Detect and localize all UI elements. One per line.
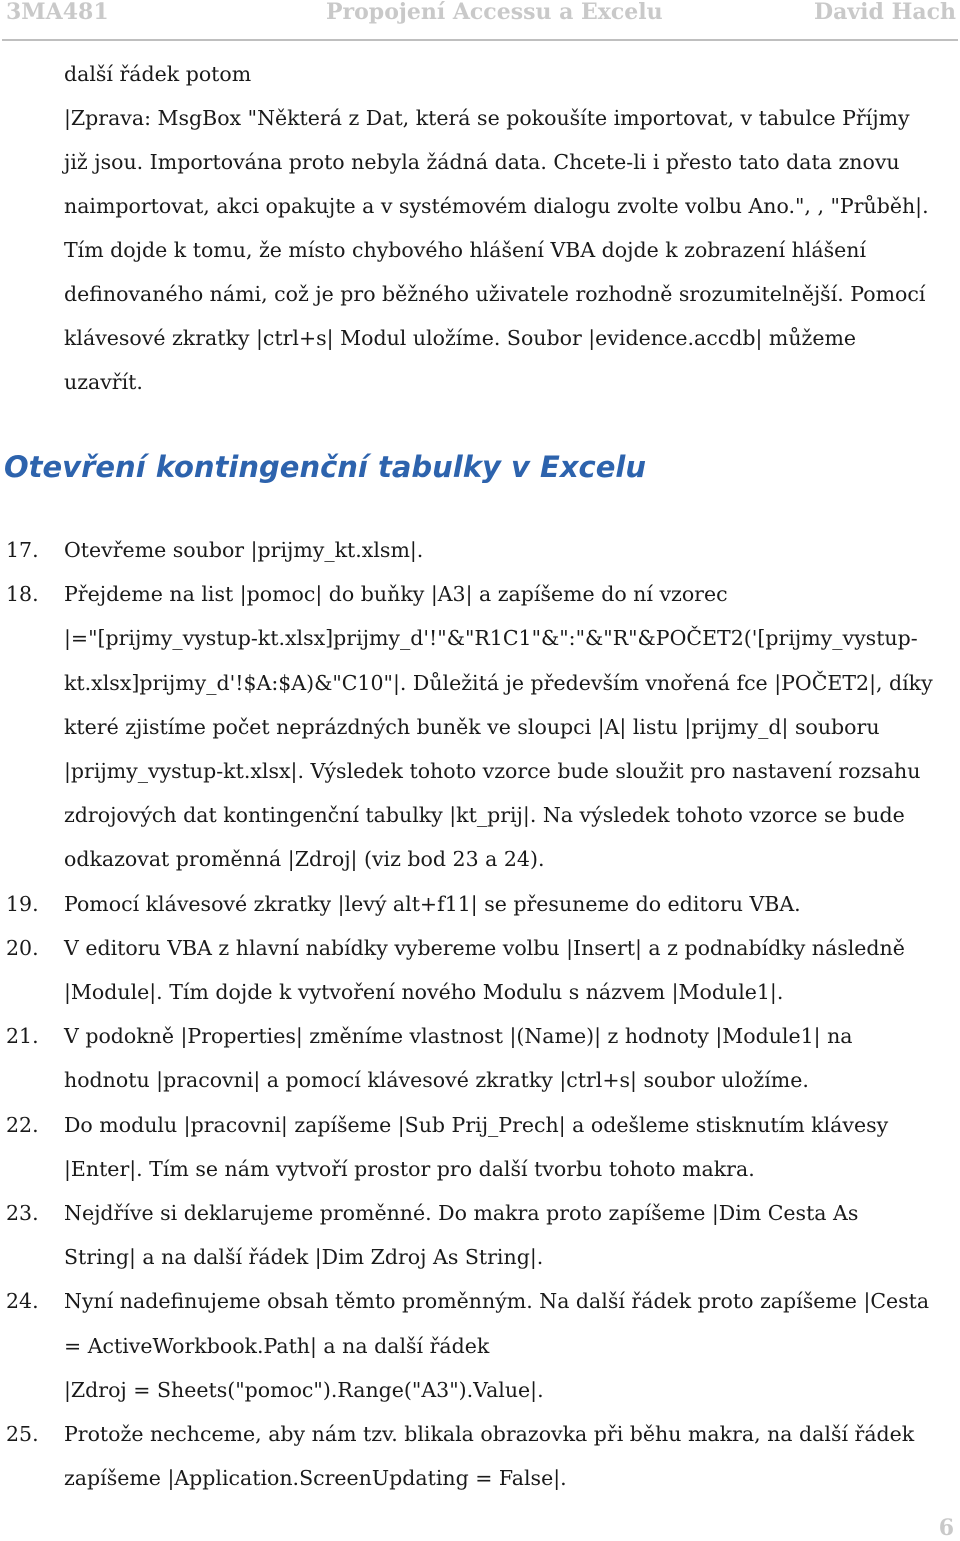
step-text-line: kt.xlsx]prijmy_d'!$A:$A)&"C10"|. Důležitá je především vnořená fce |POČET2|, díky — [64, 670, 933, 695]
step-text-line: hodnotu |pracovni| a pomocí klávesové zkratky |ctrl+s| soubor uložíme. — [64, 1068, 809, 1093]
step-number: 24. — [6, 1289, 39, 1314]
step-number: 22. — [6, 1112, 39, 1137]
numbered-steps-list — [0, 528, 960, 1500]
step-text-line: = ActiveWorkbook.Path| a na další řádek — [64, 1333, 490, 1358]
step-text-line: které zjistíme počet neprázdných buněk ve sloupci |A| listu |prijmy_d| souboru — [64, 714, 880, 739]
intro-line: klávesové zkratky |ctrl+s| Modul uložíme. Soubor |evidence.accdb| můžeme — [64, 326, 857, 350]
intro-line: již jsou. Importována proto nebyla žádná data. Chcete-li i přesto tato data znovu — [64, 150, 900, 174]
step-item — [0, 926, 960, 1014]
step-item — [0, 528, 960, 572]
step-text-line: Přejdeme na list |pomoc| do buňky |A3| a zapíšeme do ní vzorec — [64, 582, 728, 607]
step-text-line: zapíšeme |Application.ScreenUpdating = False|. — [64, 1466, 567, 1491]
step-number: 23. — [6, 1201, 39, 1226]
step-text-line: Nejdříve si deklarujeme proměnné. Do makra proto zapíšeme |Dim Cesta As — [64, 1201, 859, 1226]
step-text — [64, 926, 960, 1014]
page-header — [0, 0, 960, 46]
step-text — [64, 1191, 960, 1279]
step-number: 17. — [6, 538, 39, 562]
step-text-line: |Enter|. Tím se nám vytvoří prostor pro další tvorbu tohoto makra. — [64, 1156, 755, 1181]
step-number: 19. — [6, 891, 39, 916]
step-text-line: V editoru VBA z hlavní nabídky vybereme volbu |Insert| a z podnabídky následně — [64, 935, 905, 960]
step-text-line: Pomocí klávesové zkratky |levý alt+f11| se přesuneme do editoru VBA. — [64, 891, 801, 916]
step-number: 25. — [6, 1422, 39, 1447]
step-text — [64, 1103, 960, 1191]
intro-line: další řádek potom — [64, 62, 252, 86]
step-text — [64, 1279, 960, 1412]
header-course-code: 3MA481 — [6, 0, 109, 25]
step-text-line: V podokně |Properties| změníme vlastnost |(Name)| z hodnoty |Module1| na — [64, 1024, 853, 1049]
step-number: 20. — [6, 935, 39, 960]
intro-line: naimportovat, akci opakujte a v systémovém dialogu zvolte volbu Ano.", , "Průběh|. — [64, 194, 929, 218]
header-title: Propojení Accessu a Excelu — [326, 0, 663, 25]
intro-line: |Zprava: MsgBox "Některá z Dat, která se pokoušíte importovat, v tabulce Příjmy — [64, 106, 910, 130]
step-number: 18. — [6, 582, 39, 607]
step-item — [0, 572, 960, 881]
step-text — [64, 528, 960, 572]
step-text-line: zdrojových dat kontingenční tabulky |kt_prij|. Na výsledek tohoto vzorce se bude — [64, 803, 905, 828]
step-item — [0, 1279, 960, 1412]
step-text-line: Do modulu |pracovni| zapíšeme |Sub Prij_Prech| a odešleme stisknutím klávesy — [64, 1112, 889, 1137]
intro-line: Tím dojde k tomu, že místo chybového hlášení VBA dojde k zobrazení hlášení — [64, 238, 867, 262]
step-item — [0, 1014, 960, 1102]
step-item — [0, 1412, 960, 1500]
step-text-line: Nyní nadefinujeme obsah těmto proměnným. Na další řádek proto zapíšeme |Cesta — [64, 1289, 930, 1314]
step-item — [0, 882, 960, 926]
intro-line: uzavřít. — [64, 370, 143, 394]
step-text — [64, 572, 960, 881]
header-author: David Hach — [814, 0, 956, 25]
page-number: 6 — [938, 1515, 954, 1541]
step-text-line: |Zdroj = Sheets("pomoc").Range("A3").Value|. — [64, 1377, 544, 1402]
section-heading: Otevření kontingenční tabulky v Excelu — [4, 450, 646, 484]
step-text — [64, 1412, 960, 1500]
step-number: 21. — [6, 1024, 39, 1049]
step-text-line: Otevřeme soubor |prijmy_kt.xlsm|. — [64, 538, 424, 562]
header-rule — [2, 39, 958, 41]
step-text-line: |prijmy_vystup-kt.xlsx|. Výsledek tohoto vzorce bude sloužit pro nastavení rozsahu — [64, 759, 921, 784]
step-text-line: |="[prijmy_vystup-kt.xlsx]prijmy_d'!"&"R1C1"&":"&"R"&POČET2('[prijmy_vystup- — [64, 626, 918, 651]
step-item — [0, 1103, 960, 1191]
step-text — [64, 1014, 960, 1102]
intro-paragraph — [64, 52, 954, 404]
step-text-line: |Module|. Tím dojde k vytvoření nového Modulu s názvem |Module1|. — [64, 980, 784, 1005]
step-text — [64, 882, 960, 926]
step-text-line: String| a na další řádek |Dim Zdroj As String|. — [64, 1245, 544, 1270]
step-item — [0, 1191, 960, 1279]
step-text-line: Protože nechceme, aby nám tzv. blikala obrazovka při běhu makra, na další řádek — [64, 1422, 915, 1447]
step-text-line: odkazovat proměnná |Zdroj| (viz bod 23 a 24). — [64, 847, 545, 872]
intro-line: definovaného námi, což je pro běžného uživatele rozhodně srozumitelnější. Pomocí — [64, 282, 926, 306]
